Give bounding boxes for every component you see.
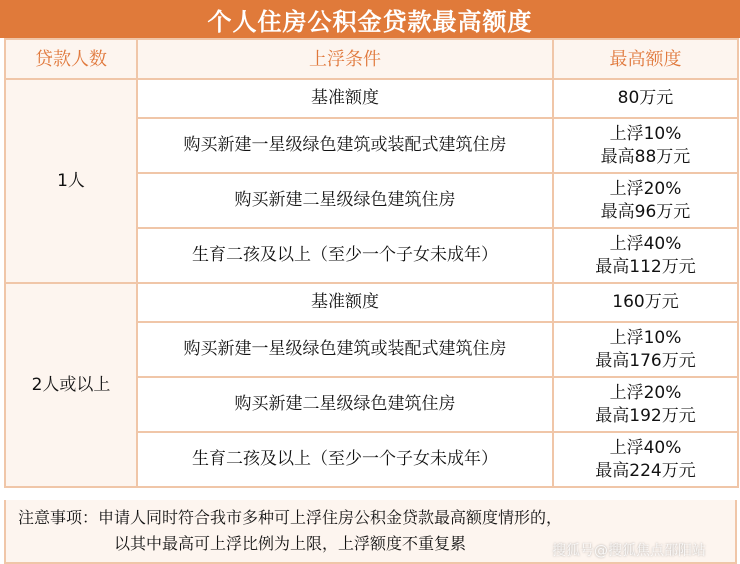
condition-cell: 生育二孩及以上（至少一个子女未成年） <box>137 228 553 283</box>
quota-table <box>4 38 739 488</box>
condition-cell: 基准额度 <box>137 79 553 118</box>
limit-line: 80万元 <box>617 88 674 108</box>
limit-percent: 上浮40% <box>609 437 682 458</box>
notes-line-2: 以其中最高可上浮比例为上限，上浮额度不重复累 <box>114 534 467 553</box>
limit-percent: 上浮20% <box>609 382 682 403</box>
limit-cell <box>553 377 738 432</box>
limit-cell <box>553 173 738 228</box>
limit-percent: 上浮20% <box>609 178 682 199</box>
table-row <box>5 283 738 322</box>
condition-cell: 生育二孩及以上（至少一个子女未成年） <box>137 432 553 487</box>
limit-percent: 上浮40% <box>609 233 682 254</box>
limit-cell <box>553 322 738 377</box>
limit-percent: 上浮10% <box>609 123 682 144</box>
condition-cell: 购买新建一星级绿色建筑或装配式建筑住房 <box>137 118 553 173</box>
limit-amount: 最高176万元 <box>595 350 696 371</box>
header-limit: 最高额度 <box>553 39 738 79</box>
limit-cell <box>553 228 738 283</box>
limit-percent: 上浮10% <box>609 327 682 348</box>
limit-cell <box>553 118 738 173</box>
header-people: 贷款人数 <box>5 39 137 79</box>
limit-cell <box>553 432 738 487</box>
limit-cell <box>553 283 738 322</box>
condition-cell: 购买新建一星级绿色建筑或装配式建筑住房 <box>137 322 553 377</box>
limit-line: 160万元 <box>612 292 679 312</box>
limit-amount: 最高192万元 <box>595 405 696 426</box>
watermark: 搜狐号@搜狐焦点邵阳站 <box>552 543 706 559</box>
condition-cell: 基准额度 <box>137 283 553 322</box>
limit-amount: 最高112万元 <box>595 256 696 277</box>
people-count-cell: 1人 <box>5 79 137 283</box>
limit-cell <box>553 79 738 118</box>
page-title: 个人住房公积金贷款最高额度 <box>0 0 740 38</box>
people-count-cell: 2人或以上 <box>5 283 137 487</box>
table-row <box>5 79 738 118</box>
condition-cell: 购买新建二星级绿色建筑住房 <box>137 173 553 228</box>
condition-cell: 购买新建二星级绿色建筑住房 <box>137 377 553 432</box>
limit-amount: 最高88万元 <box>600 146 691 167</box>
limit-amount: 最高224万元 <box>595 460 696 481</box>
notes-line-1: 注意事项：申请人同时符合我市多种可上浮住房公积金贷款最高额度情形的， <box>18 508 563 527</box>
table-header-row <box>5 39 738 79</box>
limit-amount: 最高96万元 <box>600 201 691 222</box>
header-condition: 上浮条件 <box>137 39 553 79</box>
